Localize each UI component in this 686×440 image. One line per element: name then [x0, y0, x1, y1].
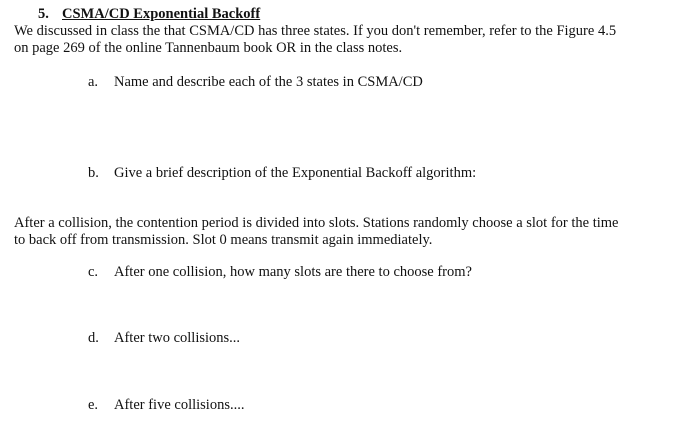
part-text: After two collisions... — [114, 330, 241, 346]
question-number: 5. — [38, 6, 49, 22]
part-text: Name and describe each of the 3 states in CSMA/CD — [114, 74, 423, 90]
question-heading — [38, 6, 260, 23]
explanation-paragraph — [14, 215, 618, 249]
intro-line: on page 269 of the online Tannenbaum book OR in the class notes. — [14, 40, 403, 56]
intro-line: We discussed in class the that CSMA/CD has three states. If you don't remember, refer to the Figure 4.5 — [14, 23, 617, 39]
part-b — [88, 165, 476, 182]
part-e — [88, 397, 244, 414]
part-marker: d. — [88, 330, 99, 346]
part-c — [88, 264, 472, 281]
part-text: After five collisions.... — [114, 397, 245, 413]
explanation-line: After a collision, the contention period is divided into slots. Stations randomly choose a slot for the time — [14, 215, 619, 231]
explanation-line: to back off from transmission. Slot 0 means transmit again immediately. — [14, 232, 433, 248]
part-marker: b. — [88, 165, 99, 181]
intro-paragraph — [14, 23, 616, 57]
question-title: CSMA/CD Exponential Backoff — [62, 6, 261, 22]
part-text: After one collision, how many slots are there to choose from? — [114, 264, 472, 280]
part-d — [88, 330, 240, 347]
part-marker: a. — [88, 74, 99, 90]
part-marker: c. — [88, 264, 99, 280]
part-marker: e. — [88, 397, 99, 413]
part-a — [88, 74, 423, 91]
part-text: Give a brief description of the Exponential Backoff algorithm: — [114, 165, 477, 181]
